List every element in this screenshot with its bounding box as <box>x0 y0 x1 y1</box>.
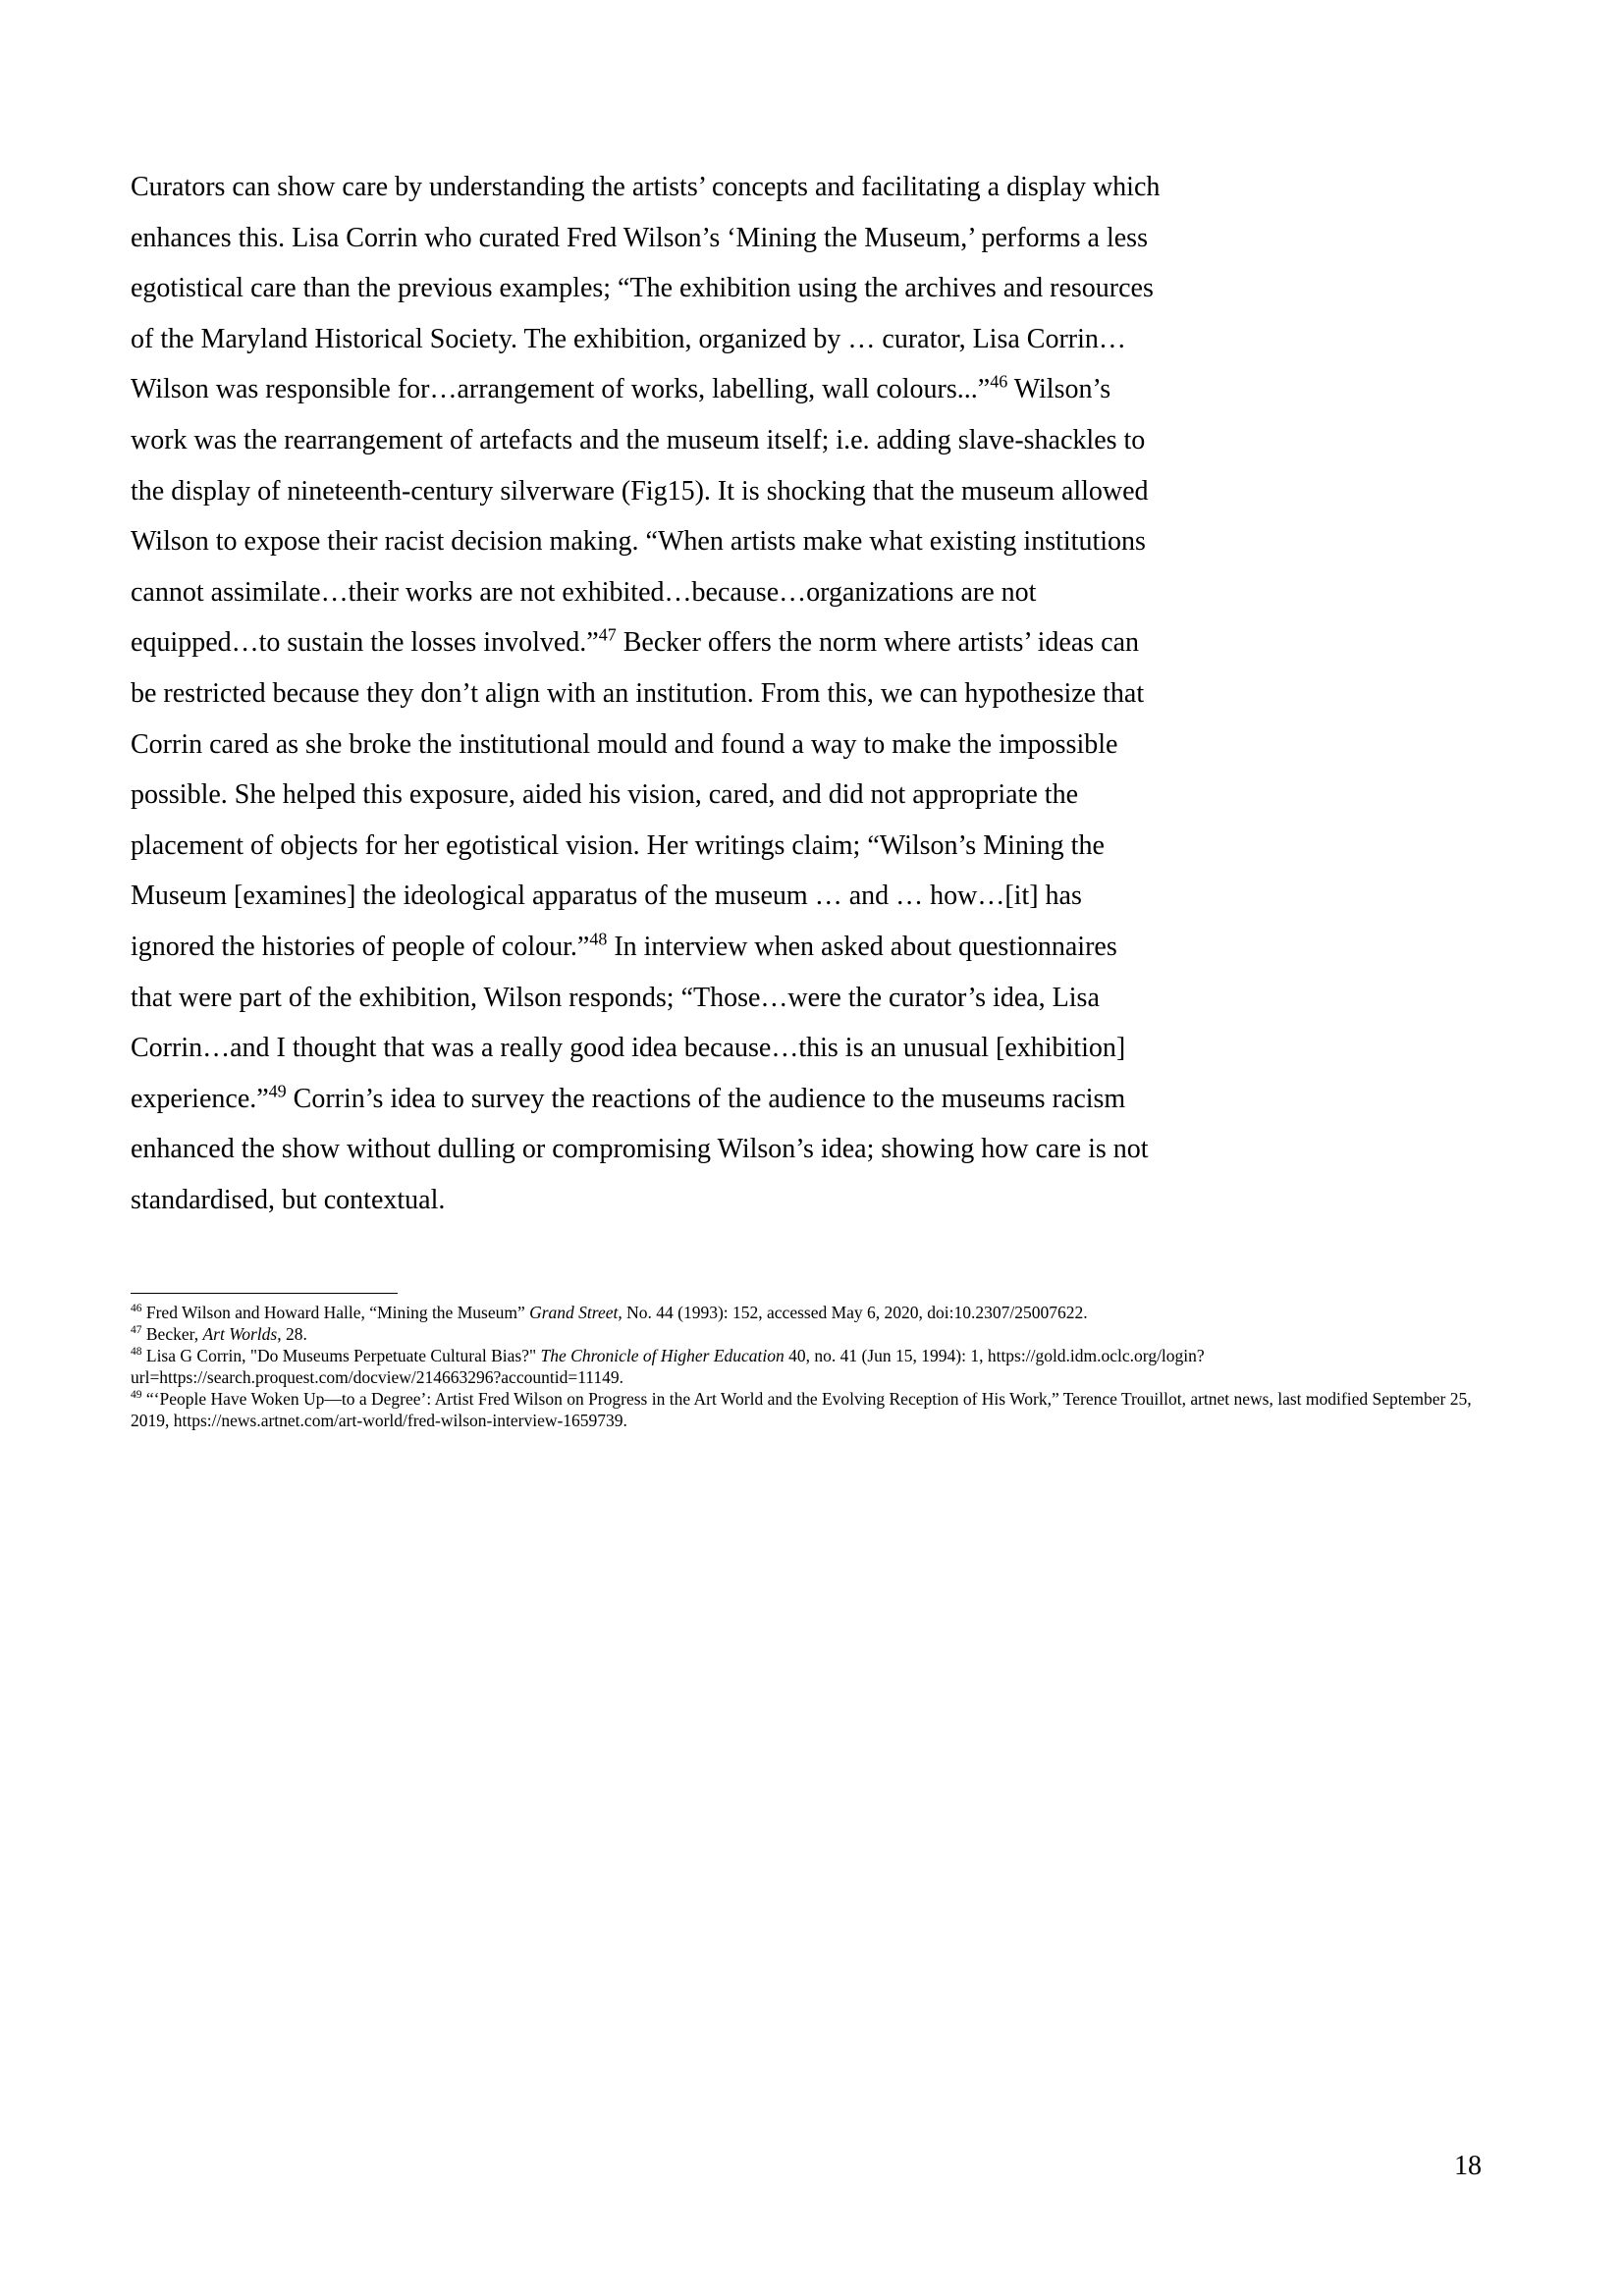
body-line <box>131 567 1505 618</box>
body-line <box>131 466 1505 517</box>
body-line <box>131 1074 1505 1125</box>
body-line <box>131 263 1505 314</box>
body-text <box>131 162 1505 1225</box>
body-line <box>131 364 1505 415</box>
text-segment: placement of objects for her egotistical vision. Her writings claim; “Wilson’s Mining the <box>131 829 1105 861</box>
body-line <box>131 1175 1505 1226</box>
text-segment: , 28. <box>277 1324 307 1344</box>
text-segment: Wilson was responsible for…arrangement of works, labelling, wall colours...” <box>131 374 991 405</box>
footnote-marker: 48 <box>131 1346 142 1359</box>
body-line <box>131 821 1505 872</box>
text-segment: No. 44 (1993): 152, accessed May 6, 2020, doi:10.2307/25007622. <box>622 1303 1088 1322</box>
text-segment: Curators can show care by understanding the artists’ concepts and facilitating a display which <box>131 172 1161 202</box>
body-line <box>131 973 1505 1024</box>
body-line <box>131 415 1505 466</box>
text-segment: In interview when asked about questionnaires <box>607 931 1117 962</box>
text-segment: Fred Wilson and Howard Halle, “Mining the Museum” <box>141 1303 530 1322</box>
footnotes-list <box>131 1302 1503 1431</box>
text-segment: experience.” <box>131 1083 269 1114</box>
body-line <box>131 162 1505 213</box>
footnote-marker: 46 <box>131 1303 142 1315</box>
body-line <box>131 1023 1505 1074</box>
footnote <box>131 1302 1503 1323</box>
footnote-reference: 47 <box>598 625 617 646</box>
text-segment: cannot assimilate…their works are not exhibited…because…organizations are not <box>131 576 1037 608</box>
footnote <box>131 1388 1503 1431</box>
body-line <box>131 720 1505 771</box>
text-segment: Corrin cared as she broke the institutional mould and found a way to make the impossible <box>131 728 1118 760</box>
text-segment: of the Maryland Historical Society. The exhibition, organized by … curator, Lisa Corrin… <box>131 323 1126 354</box>
text-segment: possible. She helped this exposure, aided his vision, cared, and did not appropriate the <box>131 779 1079 811</box>
text-segment: Art Worlds <box>202 1324 278 1344</box>
text-segment: Corrin…and I thought that was a really good idea because…this is an unusual [exhibition] <box>131 1033 1126 1064</box>
text-segment: enhances this. Lisa Corrin who curated Fred Wilson’s ‘Mining the Museum,’ performs a less <box>131 222 1148 253</box>
text-segment: Wilson to expose their racist decision making. “When artists make what existing institutions <box>131 526 1146 558</box>
body-line <box>131 516 1505 567</box>
body-line <box>131 770 1505 821</box>
body-line <box>131 668 1505 720</box>
text-segment: Wilson’s <box>1007 374 1111 405</box>
body-line <box>131 314 1505 365</box>
text-segment: that were part of the exhibition, Wilson responds; “Those…were the curator’s idea, Lisa <box>131 982 1100 1013</box>
footnote <box>131 1323 1503 1345</box>
text-segment: 40, no. 41 (Jun 15, 1994): 1, https://gold.idm.oclc.org/login?url=https://search.proquest.com/docview/214663296?accountid=11149. <box>131 1346 1205 1387</box>
text-segment: Becker, <box>141 1324 203 1344</box>
body-line <box>131 617 1505 668</box>
text-segment: egotistical care than the previous examples; “The exhibition using the archives and resources <box>131 273 1154 304</box>
text-segment: Becker offers the norm where artists’ ideas can <box>616 627 1140 659</box>
text-segment: equipped…to sustain the losses involved.” <box>131 627 599 659</box>
text-segment: Museum [examines] the ideological apparatus of the museum … and … how…[it] has <box>131 881 1082 912</box>
text-segment: Corrin’s idea to survey the reactions of the audience to the museums racism <box>286 1083 1126 1114</box>
text-segment: work was the rearrangement of artefacts and the museum itself; i.e. adding slave-shackles to <box>131 424 1146 455</box>
footnote-separator <box>131 1293 398 1294</box>
body-line <box>131 213 1505 264</box>
footnote <box>131 1345 1503 1388</box>
footnote-marker: 49 <box>131 1389 142 1402</box>
body-line <box>131 871 1505 922</box>
text-segment: Grand Street, <box>529 1303 623 1322</box>
text-segment: ignored the histories of people of colour.” <box>131 931 590 962</box>
text-segment: be restricted because they don’t align with an institution. From this, we can hypothesize that <box>131 677 1145 709</box>
text-segment: The Chronicle of Higher Education <box>540 1346 785 1365</box>
text-segment: “‘People Have Woken Up—to a Degree’: Artist Fred Wilson on Progress in the Art World and the Evolving Reception of His Work,” Terence Trouillot, artnet news, last modified September 25, 2019, https://news.artnet.com/art-world/fred-wilson-interview-1659739. <box>131 1389 1472 1430</box>
footnote-reference: 48 <box>589 929 608 949</box>
footnote-reference: 46 <box>990 372 1008 393</box>
footnote-reference: 49 <box>268 1081 287 1101</box>
footnote-marker: 47 <box>131 1324 142 1337</box>
page-number: 18 <box>1454 2151 1482 2181</box>
text-segment: Lisa G Corrin, "Do Museums Perpetuate Cultural Bias?" <box>141 1346 541 1365</box>
body-line <box>131 1124 1505 1175</box>
text-segment: enhanced the show without dulling or compromising Wilson’s idea; showing how care is not <box>131 1134 1149 1165</box>
body-line <box>131 922 1505 973</box>
text-segment: the display of nineteenth-century silverware (Fig15). It is shocking that the museum allowed <box>131 475 1149 507</box>
text-segment: standardised, but contextual. <box>131 1184 446 1215</box>
